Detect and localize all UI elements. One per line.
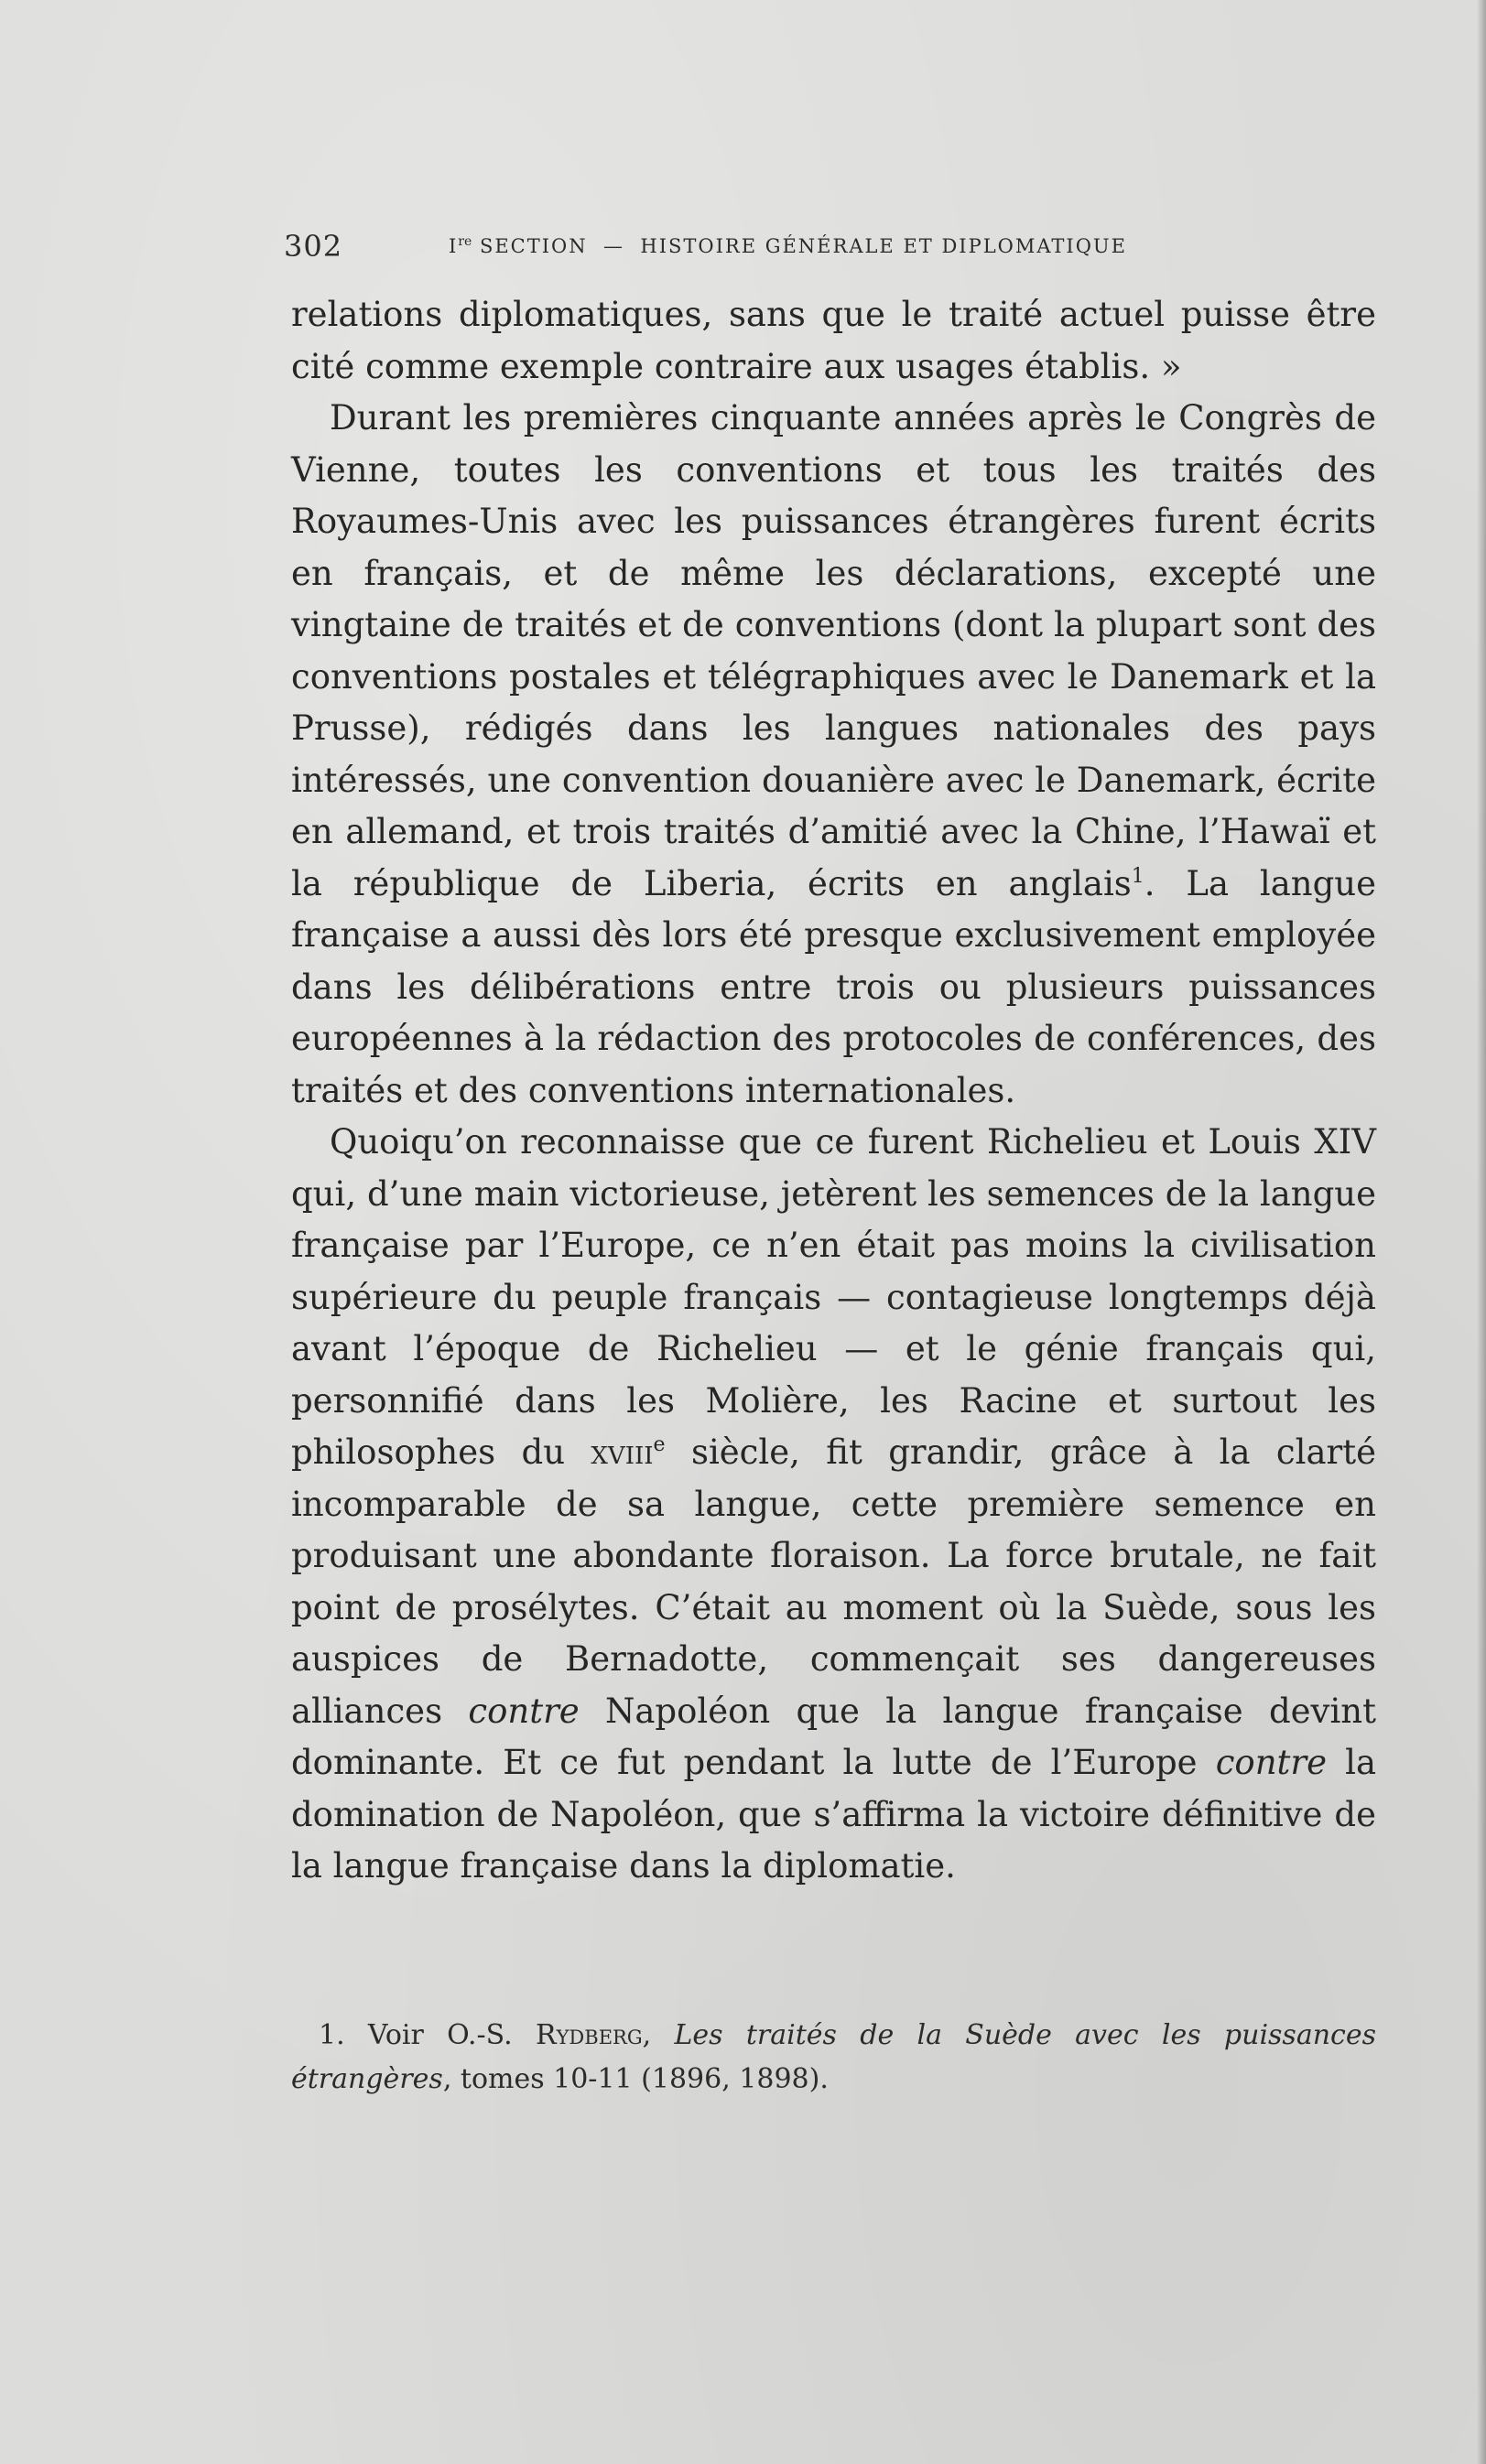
footnote-text-b: , xyxy=(642,2019,675,2051)
century-numeral: xviii xyxy=(591,1432,654,1472)
footnote-number: 1. xyxy=(319,2019,345,2051)
page-number: 302 xyxy=(284,229,343,264)
running-header xyxy=(284,229,1199,265)
paragraph-3-text-b: siècle, fit grandir, grâce à la clarté incomparable de sa langue, cette première semence en produisant une abondante floraison. La force brutale, ne fait point de prosélytes. C’était au moment où la Suède, sous les auspices de Bernadotte, commençait ses dangereuses alliances xyxy=(291,1432,1376,1731)
section-ordinal-sup: re xyxy=(458,234,472,249)
footnote xyxy=(291,2014,1376,2102)
section-ordinal: I xyxy=(449,235,459,257)
running-head-title xyxy=(449,234,1127,257)
paragraph-3 xyxy=(291,1117,1376,1893)
footnote-title: Les traités de la Suède avec les puissances étrangères xyxy=(291,2019,1376,2095)
footnote-reference: 1 xyxy=(1131,864,1144,888)
paragraph-3-text-d: la domination de Napoléon, que s’affirma la victoire définitive de la langue française dans la diplomatie. xyxy=(291,1743,1376,1886)
footnote-author: Rydberg xyxy=(535,2019,643,2051)
paragraph-2-text-b: . La langue française a aussi dès lors été presque exclusivement employée dans les délibérations entre trois ou plusieurs puissances européennes à la rédaction des protocoles de conférences, des traités et des conventions internationales. xyxy=(291,863,1376,1110)
paragraph-3-text-a: Quoiqu’on reconnaisse que ce furent Richelieu et Louis XIV qui, d’une main victorieuse, jetèrent les semences de la langue française par l’Europe, ce n’en était pas moins la civilisation supérieure du peuple français — contagieuse longtemps déjà avant l’époque de Richelieu — et le génie français qui, personnifié dans les Molière, les Racine et surtout les philosophes du xyxy=(291,1122,1376,1472)
body-text xyxy=(291,289,1376,1893)
footnote-text-a: Voir O.-S. xyxy=(344,2019,536,2051)
paragraph-2 xyxy=(291,393,1376,1117)
paragraph-3-text-c: Napoléon que la langue française devint dominante. Et ce fut pendant la lutte de l’Europe xyxy=(291,1691,1376,1782)
header-dash: — xyxy=(603,235,625,257)
section-title: HISTOIRE GÉNÉRALE ET DIPLOMATIQUE xyxy=(640,235,1127,257)
paragraph-2-text-a: Durant les premières cinquante années après le Congrès de Vienne, toutes les conventions et tous les traités des Royaumes-Unis avec les puissances étrangères furent écrits en français, et de même les déclarations, excepté une vingtaine de traités et de conventions (dont la plupart sont des conventions postales et télégraphiques avec le Danemark et la Prusse), rédigés dans les langues nationales des pays intéressés, une convention douanière avec le Danemark, écrite en allemand, et trois traités d’amitié avec la Chine, l’Hawaï et la république de Liberia, écrits en anglais xyxy=(291,398,1376,903)
contre-italic-2: contre xyxy=(1215,1743,1327,1782)
century-sup: e xyxy=(653,1433,666,1456)
page-edge-shadow xyxy=(1477,0,1486,2464)
contre-italic-1: contre xyxy=(468,1691,580,1731)
footnote-text-c: , tomes 10-11 (1896, 1898). xyxy=(442,2063,829,2095)
paragraph-1: relations diplomatiques, sans que le traité actuel puisse être cité comme exemple contraire aux usages établis. » xyxy=(291,295,1376,386)
section-word: SECTION xyxy=(479,235,588,257)
